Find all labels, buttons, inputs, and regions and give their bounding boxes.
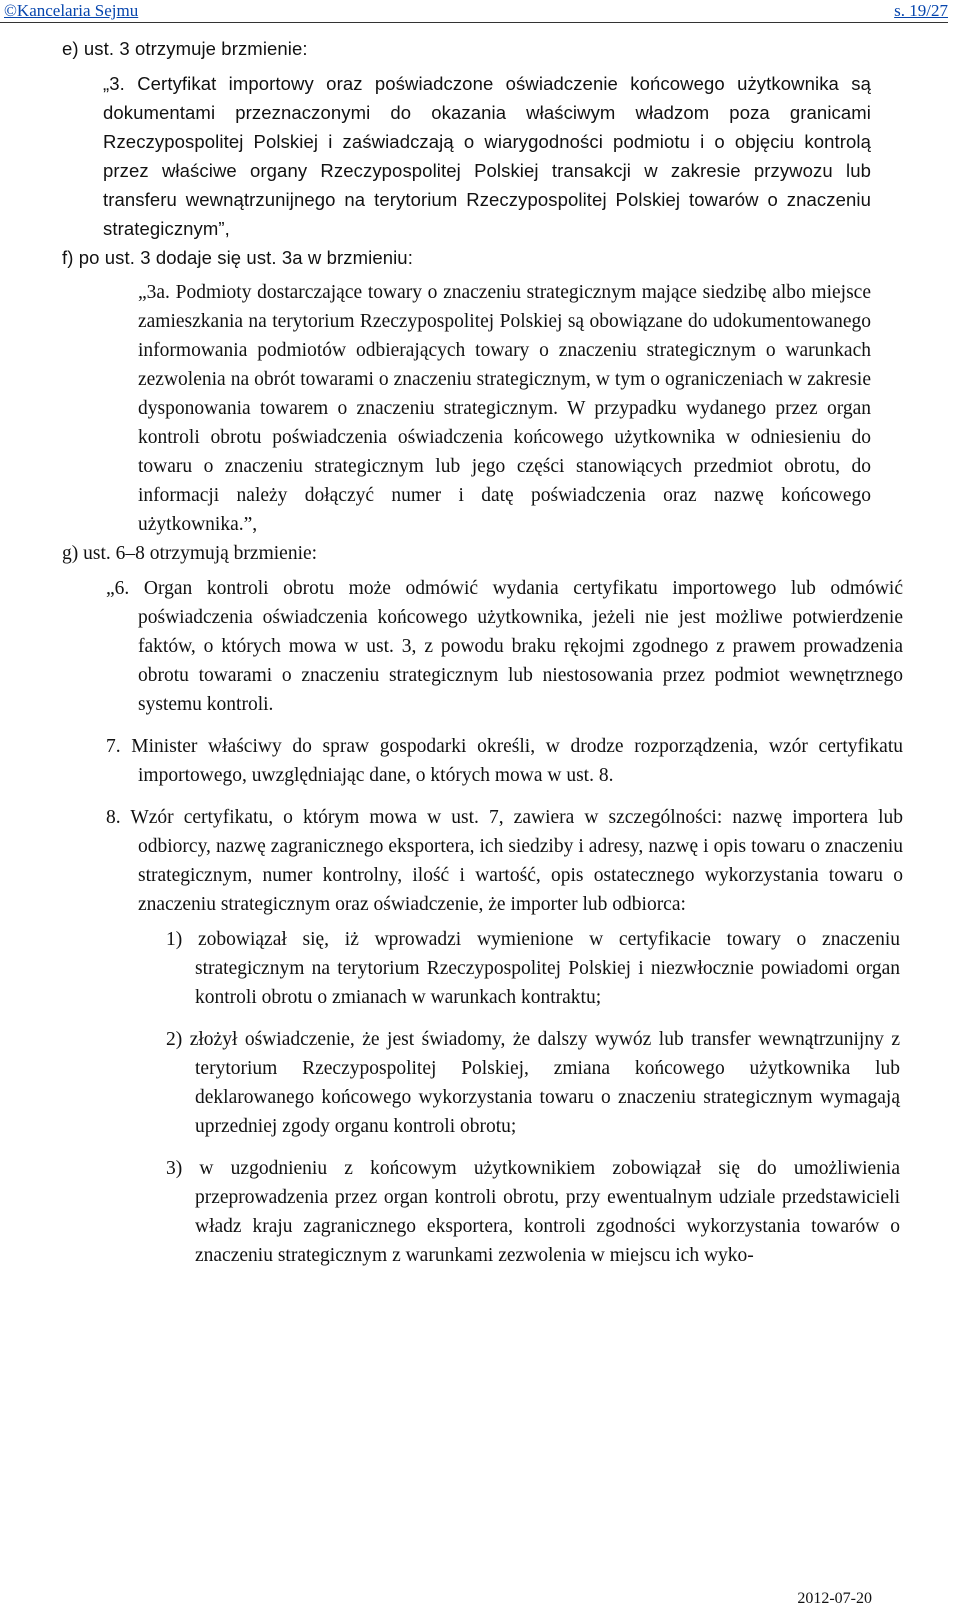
section-g-intro: g) ust. 6–8 otrzymują brzmienie:	[62, 543, 318, 564]
sub-item-1: 1) zobowiązał się, iż wprowadzi wymienione w certyfikacie towary o znaczeniu strategicznym na terytorium Rzeczypospolitej Polskiej i niezwłocznie powiadomi organ kontroli obrotu o zmianach w warunkach kontraktu;	[166, 929, 900, 1008]
page-number-link[interactable]: s. 19/27	[894, 1, 948, 20]
point-8: 8. Wzór certyfikatu, o którym mowa w ust. 7, zawiera w szczególności: nazwę importera lub odbiorcy, nazwę zagranicznego eksportera, ich siedziby i adresy, nazwę i opis towaru o znaczeniu strategicznym, numer kontrolny, ilość i wartość, opis ostatecznego wykorzystania towaru o znaczeniu strategicznym oraz oświadczenie, że importer lub odbiorca:	[106, 807, 903, 915]
page-header	[0, 0, 948, 23]
section-e-intro: e) ust. 3 otrzymuje brzmienie:	[62, 38, 308, 59]
footer-date: 2012-07-20	[797, 1590, 872, 1607]
copyright-link[interactable]: ©Kancelaria Sejmu	[4, 1, 139, 20]
section-e-paragraph: „3. Certyfikat importowy oraz poświadczone oświadczenie końcowego użytkownika są dokumentami przeznaczonymi do okazania właściwym władzom poza granicami Rzeczypospolitej Polskiej i zaświadczają o wiarygodności podmiotu i o objęciu kontrolą przez właściwe organy Rzeczypospolitej Polskiej transakcji w zakresie przywozu lub transferu wewnątrzunijnego na terytorium Rzeczypospolitej Polskiej towarów o znaczeniu strategicznym”,	[103, 73, 871, 239]
point-6: „6. Organ kontroli obrotu może odmówić wydania certyfikatu importowego lub odmówić poświadczenia oświadczenia końcowego użytkownika, jeżeli nie jest możliwe potwierdzenie faktów, o których mowa w ust. 3, z powodu braku rękojmi zgodnego z prawem prowadzenia obrotu towarami o znaczeniu strategicznym lub niestosowania przez podmiot wewnętrznego systemu kontroli.	[106, 578, 903, 715]
sub-item-2: 2) złożył oświadczenie, że jest świadomy, że dalszy wywóz lub transfer wewnątrzunijny z terytorium Rzeczypospolitej Polskiej, zmiana końcowego użytkownika lub deklarowanego końcowego wykorzystania towaru o znaczeniu strategicznym wymagają uprzedniej zgody organu kontroli obrotu;	[166, 1029, 900, 1137]
section-f-paragraph: „3a. Podmioty dostarczające towary o znaczeniu strategicznym mające siedzibę albo miejsce zamieszkania na terytorium Rzeczypospolitej Polskiej są obowiązane do udokumentowanego informowania podmiotów odbierających towary o znaczeniu strategicznym o warunkach zezwolenia na obrót towarami o znaczeniu strategicznym, w tym o ograniczeniach w zakresie dysponowania towarem o znaczeniu strategicznym. W przypadku wydanego przez organ kontroli obrotu poświadczenia oświadczenia końcowego użytkownika w odniesieniu do towaru o znaczeniu strategicznym lub jego części stanowiących przedmiot obrotu, do informacji należy dołączyć numer i datę poświadczenia oraz nazwę końcowego użytkownika.”,	[138, 282, 871, 535]
sub-item-3: 3) w uzgodnieniu z końcowym użytkownikiem zobowiązał się do umożliwienia przeprowadzenia przez organ kontroli obrotu, przy ewentualnym udziale przedstawicieli władz kraju zagranicznego eksportera, kontroli zgodności wykorzystania towarów o znaczeniu strategicznym z warunkami zezwolenia w miejscu ich wyko-	[166, 1158, 900, 1266]
section-f-intro: f) po ust. 3 dodaje się ust. 3a w brzmieniu:	[62, 247, 413, 268]
point-7: 7. Minister właściwy do spraw gospodarki określi, w drodze rozporządzenia, wzór certyfikatu importowego, uwzględniając dane, o których mowa w ust. 8.	[106, 736, 903, 786]
document-body	[0, 34, 960, 1270]
